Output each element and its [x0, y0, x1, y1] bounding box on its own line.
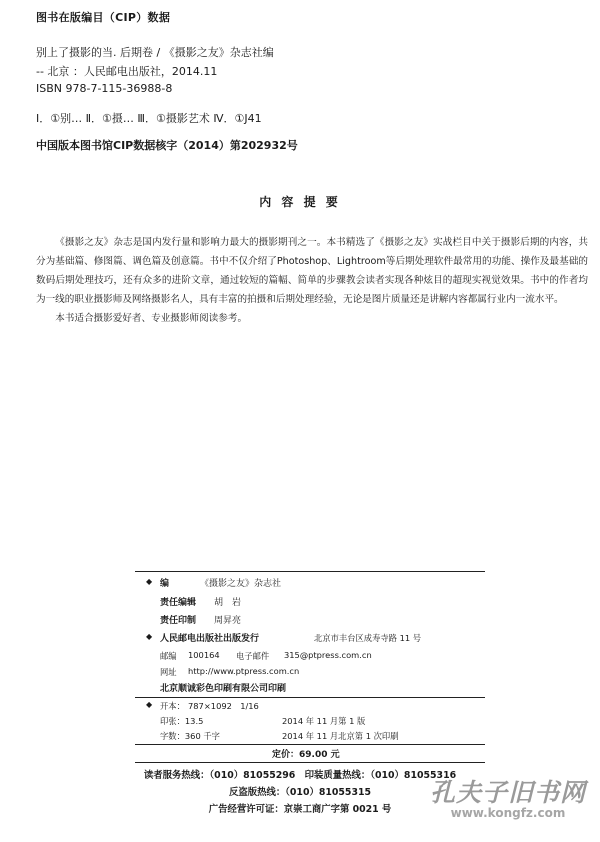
price-rule: [135, 762, 485, 763]
hotline-service-quality: 读者服务热线：（010）81055296 印装质量热线：（010）81055316: [143, 770, 457, 781]
colophon-top-rule: [135, 571, 485, 572]
email-label: 电子邮件: [236, 651, 270, 661]
edition: 2014 年 11 月第 1 版: [282, 716, 366, 726]
website-label: 网址: [160, 667, 177, 677]
watermark-brand: 孔夫子旧书网: [429, 778, 586, 807]
cip-isbn: ISBN 978-7-115-36988-8: [36, 82, 173, 95]
abstract-title: 内 容 提 要: [259, 195, 341, 209]
cip-title: 图书在版编目（CIP）数据: [36, 11, 171, 24]
postcode-label: 邮编: [160, 651, 177, 661]
abstract-body: [36, 233, 588, 328]
cip-library-record: 中国版本图书馆CIP数据核字（2014）第202932号: [36, 139, 298, 152]
bullet-editor: ◆: [146, 577, 153, 586]
editor-label: 编: [160, 579, 188, 589]
format-value: 787×1092 1/16: [188, 701, 259, 711]
cip-publication: -- 北京 ：人民邮电出版社，2014.11: [36, 65, 218, 78]
words: 字数：360 千字: [160, 731, 220, 741]
publisher-address: 北京市丰台区成寿寺路 11 号: [314, 633, 422, 643]
website-value: http://www.ptpress.com.cn: [188, 666, 300, 676]
abstract-paragraph-2: 本书适合摄影爱好者、专业摄影师阅读参考。: [55, 313, 248, 324]
cip-book-title: 别上了摄影的当. 后期卷 / 《摄影之友》杂志社编: [36, 46, 274, 59]
bullet-publisher: ◆: [146, 632, 153, 641]
format-label: 开本：: [160, 701, 185, 711]
price: 定价：69.00 元: [272, 750, 340, 760]
hotline-anti-piracy: 反盗版热线：（010）81055315: [228, 787, 372, 798]
printing: 2014 年 11 月北京第 1 次印刷: [282, 731, 399, 741]
ad-license: 广告经营许可证：京崇工商广字第 0021 号: [208, 804, 392, 815]
sheets: 印张：13.5: [160, 716, 204, 726]
resp-print-value: 周昇亮: [214, 616, 242, 626]
colophon-mid-rule: [135, 697, 485, 698]
cip-classification: Ⅰ．①别… Ⅱ．①摄… Ⅲ．①摄影艺术 Ⅳ．①J41: [36, 112, 262, 125]
postcode-value: 100164: [188, 650, 220, 660]
resp-print-label: 责任印制: [160, 616, 197, 626]
publisher: 人民邮电出版社出版发行: [160, 634, 260, 644]
resp-editor-value: 胡 岩: [214, 598, 242, 608]
editor-value: 《摄影之友》杂志社: [200, 579, 282, 589]
abstract-paragraph-1: 《摄影之友》杂志是国内发行量和影响力最大的摄影期刊之一。本书精选了《摄影之友》实战栏目中关于摄影后期的内容，共分为基础篇、修图篇、调色篇及创意篇。书中不仅介绍了Photoshop、Lightroom等后期处理软件最常用的功能、操作及最基础的数码后期处理技巧，还有众多的进阶文章，通过较短的篇幅、简单的步骤教会读者实现各种炫目的超现实视觉效果。书中的作者均为一线的职业摄影师及网络摄影名人，具有丰富的拍摄和后期处理经验，无论是图片质量还是讲解内容都属行业内一流水平。: [36, 237, 588, 305]
colophon-bottom-rule: [135, 744, 485, 745]
watermark: [430, 773, 586, 820]
resp-editor-label: 责任编辑: [160, 598, 197, 608]
watermark-url: www.kongfz.com: [450, 806, 566, 820]
printer: 北京顺诚彩色印刷有限公司印刷: [160, 684, 287, 694]
email-value: 315@ptpress.com.cn: [284, 650, 372, 660]
bullet-format: ◆: [146, 700, 153, 709]
